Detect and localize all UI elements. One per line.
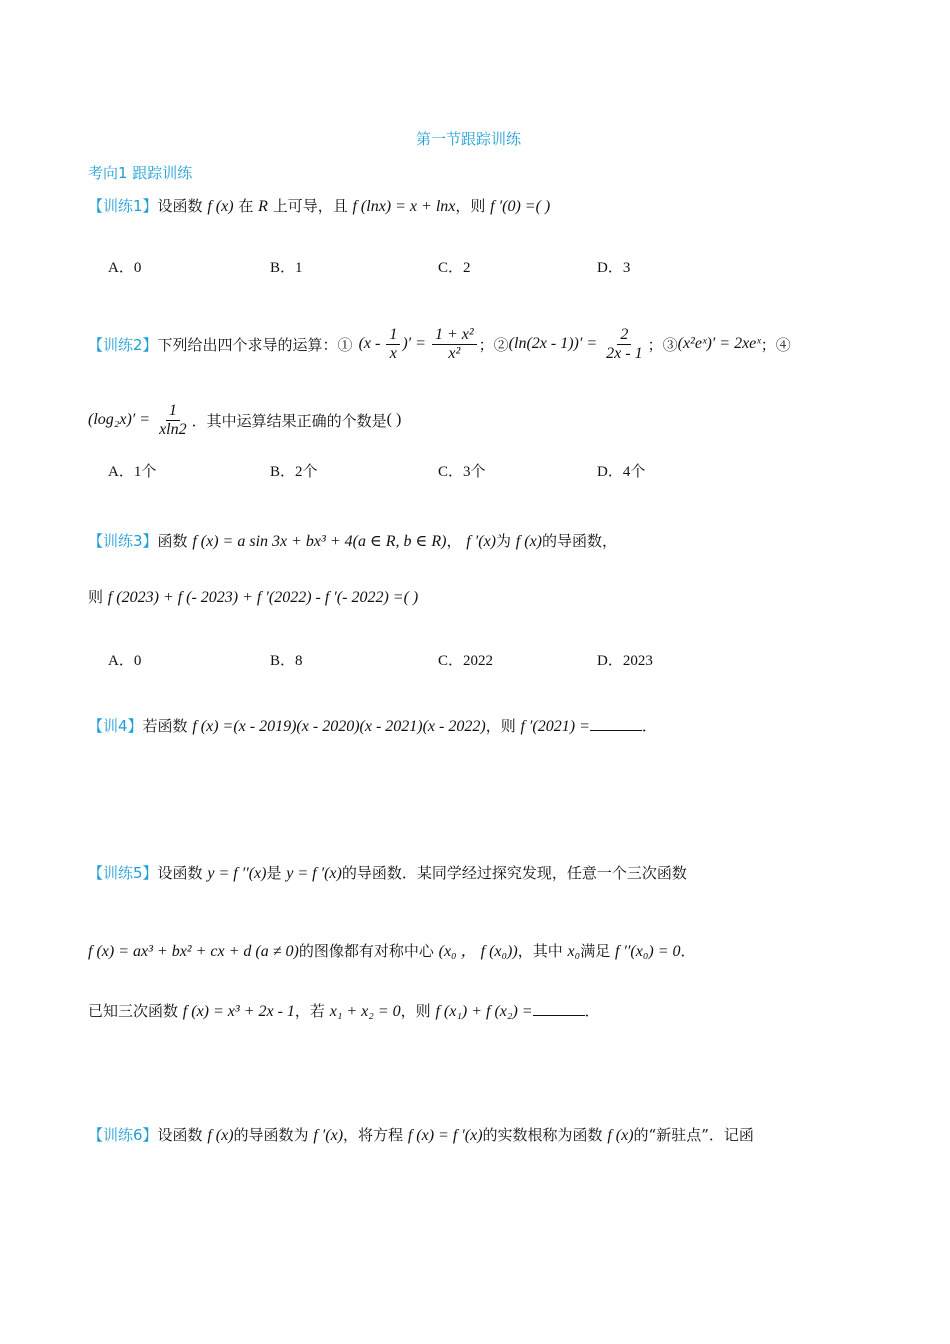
question-tag: 【训练5】 <box>88 864 158 882</box>
question-tag: 【训练3】 <box>88 532 158 550</box>
question-tag: 【训练2】 <box>88 335 158 354</box>
question-tag: 【训练1】 <box>88 197 158 215</box>
question-3: 【训练3】函数 f (x) = a sin 3x + bx³ + 4(a ∈ R, b ∈ R)， f ′(x)为 f (x)的导函数， <box>88 532 618 550</box>
math-ask: f ′(0) =( ) <box>490 198 551 215</box>
math-expr-4: (log₂x)′ = $\frac{1}{xln2}$ <box>88 401 187 438</box>
question-5: 【训练5】设函数 y = f ′′(x)是 y = f ′(x)的导函数．某同学经过探究发现，任意一个三次函数 <box>88 864 687 882</box>
question-5-line2: f (x) = ax³ + bx² + cx + d (a ≠ 0)的图像都有对称中心 (x₀ ， f (x₀))，其中 x₀满足 f ′′(x₀) = 0． <box>88 942 696 960</box>
question-2: 【训练2】 下列给出四个求导的运算：① (x - $\frac{1}{x}$ )′ = $\frac{\text{1 + x²}}{\text{x²}}$ ；② (ln(2x - 1))′ = $\frac{2}{2x - 1}$ ；③ (x²eˣ)′ = 2xeˣ ；④ <box>88 325 791 362</box>
question-1: 【训练1】设函数 f (x) 在 R 上可导，且 f (lnx) = x + lnx，则 f ′(0) =( ) <box>88 197 551 215</box>
question-tag: 【训4】 <box>88 717 143 735</box>
question-4: 【训4】若函数 f (x) =(x - 2019)(x - 2020)(x - 2021)(x - 2022)，则 f ′(2021) = ． <box>88 717 657 735</box>
option-d[interactable]: D．3 <box>597 260 631 276</box>
option-a[interactable]: A．0 <box>108 260 142 276</box>
option-c[interactable]: C．2 <box>438 260 471 276</box>
option-a[interactable]: A．0 <box>108 653 142 669</box>
option-c[interactable]: C．3个 <box>438 464 486 480</box>
option-b[interactable]: B．1 <box>270 260 303 276</box>
question-5-line3: 已知三次函数 f (x) = x³ + 2x - 1，若 x₁ + x₂ = 0，则 f (x₁) + f (x₂) = ． <box>88 1002 600 1020</box>
option-b[interactable]: B．2个 <box>270 464 318 480</box>
math-expr: f (x) = a sin 3x + bx³ + 4(a ∈ R, b ∈ R) <box>192 533 447 550</box>
question-6: 【训练6】设函数 f (x)的导函数为 f ′(x)，将方程 f (x) = f ′(x)的实数根称为函数 f (x)的“新驻点”．记函 <box>88 1126 754 1144</box>
answer-blank[interactable] <box>533 1001 585 1016</box>
math-expr-1: (x - $\frac{1}{x}$ )′ = $\frac{\text{1 + x²}}{\text{x²}}$ <box>359 326 479 363</box>
question-3-cont: 则 f (2023) + f (- 2023) + f ′(2022) - f ′(- 2022) =( ) <box>88 588 419 606</box>
option-d[interactable]: D．2023 <box>597 653 653 669</box>
page-title: 第一节跟踪训练 <box>416 130 522 148</box>
math-condition: f (lnx) = x + lnx <box>352 198 456 215</box>
math-expr-2: f (2023) + f (- 2023) + f ′(2022) - f ′(- 2022) =( ) <box>107 589 419 606</box>
option-b[interactable]: B．8 <box>270 653 303 669</box>
option-a[interactable]: A．1个 <box>108 464 157 480</box>
option-c[interactable]: C．2022 <box>438 653 494 669</box>
answer-blank[interactable] <box>590 716 642 731</box>
math-expr-3: (x²eˣ)′ = 2xeˣ <box>677 335 761 352</box>
math-fx: f (x) <box>207 198 234 215</box>
option-d[interactable]: D．4个 <box>597 464 646 480</box>
question-tag: 【训练6】 <box>88 1126 158 1144</box>
question-2-cont: (log₂x)′ = $\frac{1}{xln2}$ ．其中运算结果正确的个数是 ( ) <box>88 401 402 438</box>
section-heading: 考向1 跟踪训练 <box>88 164 193 182</box>
math-expr: f (x) =(x - 2019)(x - 2020)(x - 2021)(x - 2022) <box>192 718 486 735</box>
math-expr-2: (ln(2x - 1))′ = $\frac{2}{2x - 1}$ <box>508 325 643 362</box>
